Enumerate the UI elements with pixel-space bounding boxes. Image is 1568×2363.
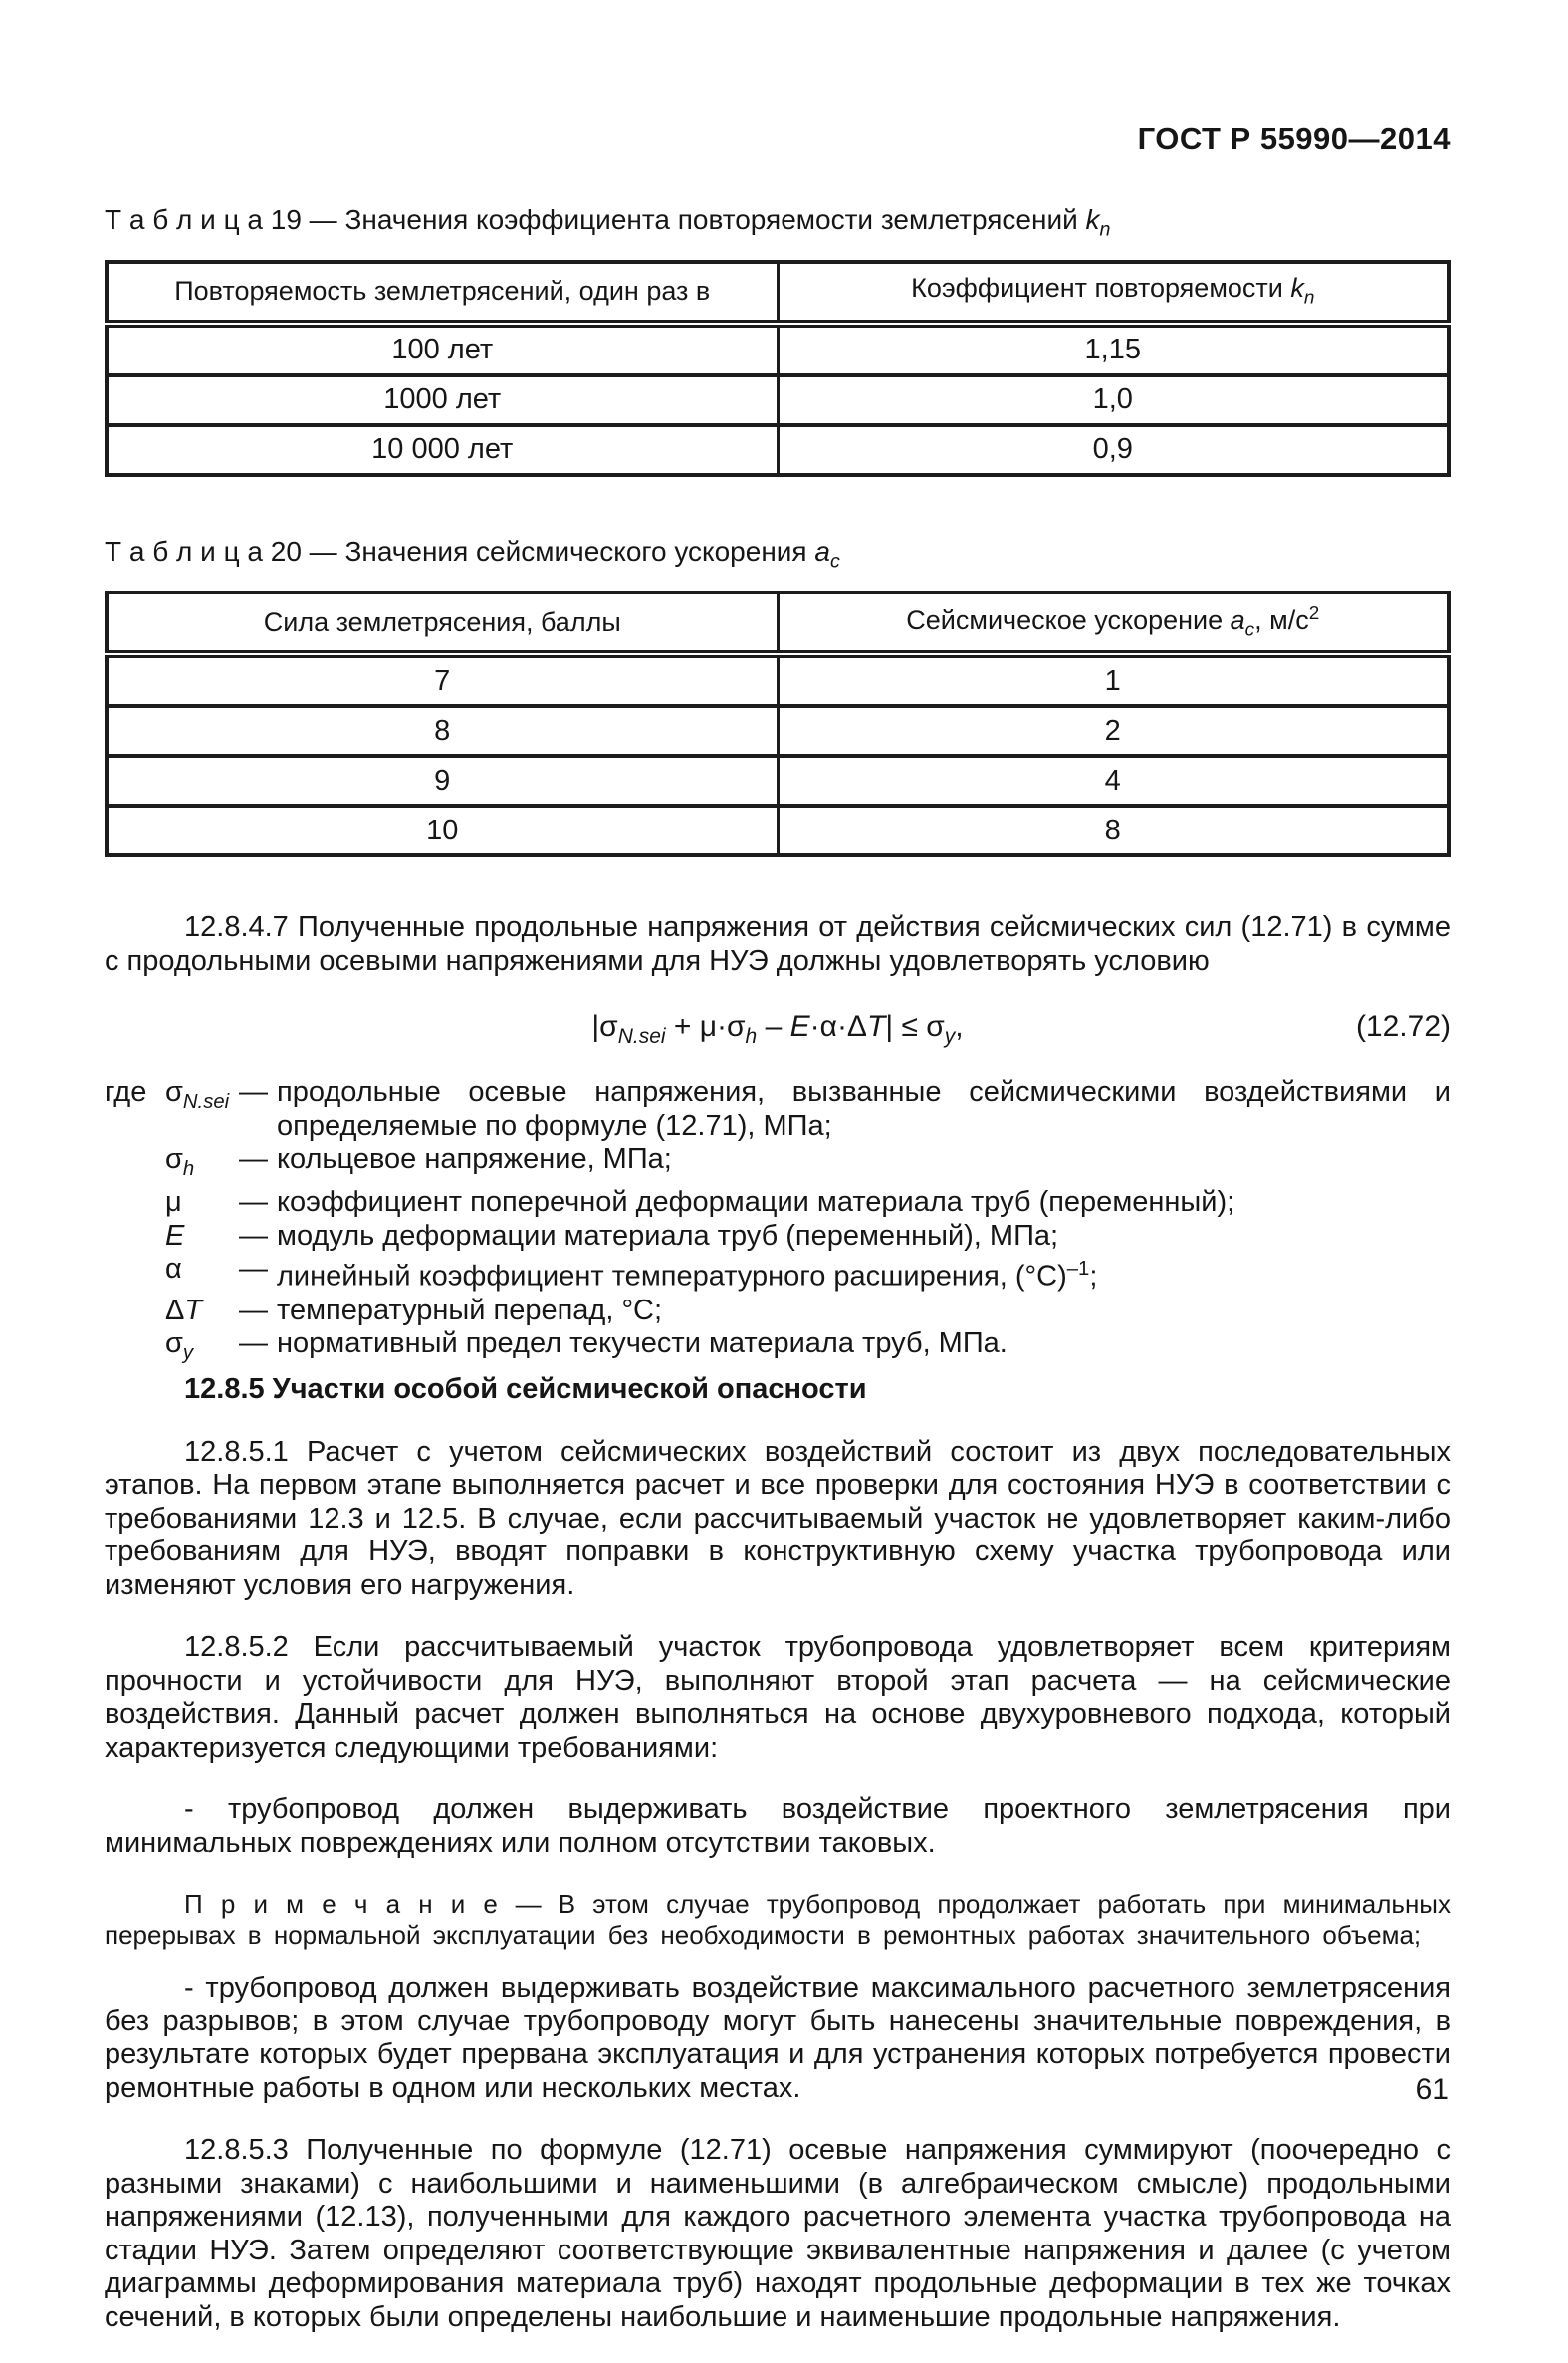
table-19-col2-header-symbol-sub: n [1303, 287, 1315, 309]
table-19-cell: 0,9 [778, 425, 1449, 475]
table-20-col2-header [778, 592, 1449, 654]
definition-symbol [105, 1253, 239, 1287]
table-20-caption-label: Т а б л и ц а 20 — [105, 535, 345, 567]
definition-dash: — [239, 1253, 268, 1286]
definition-row-delta-T [105, 1295, 1451, 1328]
list-item-max-earthquake: - трубопровод должен выдерживать воздействие максимального расчетного землетрясения без разрывов; в этом случае трубопроводу могут быть нанесены значительные повреждения, в результате которых будет прервана эксплуатация и для устранения которых потребуется провести ремонтные работы в одном или нескольких местах. [105, 1972, 1451, 2104]
table-20-col2-header-unit: , м/с [1254, 604, 1309, 635]
table-19-header-row [107, 262, 1449, 324]
symbol-E: E [165, 1219, 185, 1252]
symbol-sigma: σ [165, 1327, 183, 1360]
table-19-col2-header [778, 262, 1449, 324]
table-20 [105, 591, 1451, 857]
formula-part: | ≤ σ [885, 1010, 945, 1044]
table-19 [105, 260, 1451, 477]
symbol-sub: y [182, 1341, 194, 1364]
table-row [107, 706, 1449, 756]
table-19-caption-text: Значения коэффициента повторяемости землетрясений [344, 204, 1086, 235]
definition-text: модуль деформации материала труб (переменный), МПа; [277, 1219, 1059, 1252]
table-20-cell: 10 [107, 806, 778, 855]
table-19-col1-header: Повторяемость землетрясений, один раз в [107, 262, 778, 324]
table-20-caption-symbol-sub: c [829, 550, 840, 573]
table-20-col2-header-text: Сейсмическое ускорение [906, 604, 1231, 635]
table-20-header-row [107, 592, 1449, 654]
table-20-cell: 1 [778, 654, 1449, 706]
list-item-design-earthquake: - трубопровод должен выдерживать воздействие проектного землетрясения при минимальных повреждениях или полном отсутствии таковых. [105, 1793, 1451, 1859]
note-paragraph [105, 1889, 1451, 1951]
page-number: 61 [1415, 2073, 1449, 2106]
table-19-caption-symbol: k [1085, 204, 1100, 235]
formula-expression [591, 1010, 964, 1049]
formula-variable-E: E [789, 1010, 810, 1044]
definition-symbol [105, 1076, 239, 1119]
document-code-header: ГОСТ Р 55990—2014 [1137, 121, 1451, 156]
definition-symbol [105, 1186, 239, 1220]
formula-subscript: h [745, 1025, 758, 1049]
paragraph-12-8-5-3: 12.8.5.3 Полученные по формуле (12.71) осевые напряжения суммируют (поочередно с разными знаками) с наибольшими и наименьшими (в алгебраическом смысле) продольными напряжениями (12.13), полученными для каждого расчетного элемента участка трубопровода на стадии НУЭ. Затем определяют соответствующие эквивалентные напряжения и далее (с учетом диаграммы деформирования материала труб) находят продольные деформации в тех же точках сечений, в которых были определены наибольшие и наименьшие продольные напряжения. [105, 2134, 1451, 2333]
formula-variable-T: T [866, 1010, 886, 1044]
document-page [105, 0, 1451, 2363]
note-text: — В этом случае трубопровод продолжает работать при минимальных перерывах в нормальной эксплуатации без необходимости в ремонтных работах значительного объема; [105, 1889, 1451, 1951]
definition-text-pre: линейный коэффициент температурного расширения, (°С) [277, 1261, 1067, 1294]
formula-subscript: y [944, 1025, 956, 1049]
symbol-T: T [184, 1294, 203, 1326]
table-20-cell: 8 [778, 806, 1449, 855]
table-19-caption-symbol-sub: n [1099, 218, 1111, 241]
definition-row-alpha [105, 1253, 1451, 1294]
symbol-sub: N.sei [182, 1090, 230, 1113]
table-20-col2-header-symbol: a [1230, 604, 1245, 635]
symbol-sigma: σ [165, 1076, 183, 1109]
note-label: П р и м е ч а н и е [184, 1889, 499, 1920]
paragraph-12-8-5-2: 12.8.5.2 Если рассчитываемый участок трубопровода удовлетворяет всем критериям прочности и устойчивости для НУЭ, выполняют второй этап расчета — на сейсмические воздействия. Данный расчет должен выполняться на основе двухуровневого подхода, который характеризуется следующими требованиями: [105, 1631, 1451, 1764]
table-19-caption [105, 203, 1451, 247]
definition-text: кольцевое напряжение, МПа; [277, 1143, 672, 1176]
paragraph-12-8-5-1: 12.8.5.1 Расчет с учетом сейсмических воздействий состоит из двух последовательных этапов. На первом этапе выполняется расчет и все проверки для состояния НУЭ в соответствии с требованиями 12.3 и 12.5. В случае, если рассчитываемый участок не удовлетворяет каким-либо требованиям для НУЭ, вводят поправки в конструктивную схему участка трубопровода или изменяют условия его нагружения. [105, 1435, 1451, 1601]
table-19-cell: 1,0 [778, 375, 1449, 425]
symbol-alpha: α [165, 1253, 182, 1286]
table-row [107, 756, 1449, 806]
formula-12-72 [105, 1007, 1451, 1057]
table-20-cell: 9 [107, 756, 778, 806]
definition-text [277, 1253, 1451, 1294]
definition-dash: — [239, 1186, 268, 1219]
formula-part: |σ [591, 1010, 618, 1044]
definition-dash: — [239, 1076, 268, 1109]
table-20-caption-symbol: a [814, 535, 830, 567]
table-19-cell: 1,15 [778, 324, 1449, 375]
table-20-caption-text: Значения сейсмического ускорения [344, 535, 815, 567]
table-19-caption-label: Т а б л и ц а 19 — [105, 204, 345, 235]
table-20-col1-header: Сила землетрясения, баллы [107, 592, 778, 654]
formula-subscript: N.sei [617, 1025, 666, 1049]
formula-number: (12.72) [1355, 1010, 1451, 1044]
definition-text: температурный перепад, °С; [277, 1294, 663, 1326]
paragraph-12-8-4-7: 12.8.4.7 Полученные продольные напряжения от действия сейсмических сил (12.71) в сумме с продольными осевыми напряжениями для НУЭ должны удовлетворять условию [105, 911, 1451, 977]
table-row [107, 375, 1449, 425]
definition-symbol [105, 1295, 239, 1328]
table-20-col2-header-symbol-sub: c [1244, 619, 1255, 641]
table-19-cell: 1000 лет [107, 375, 778, 425]
table-20-caption [105, 535, 1451, 579]
table-row [107, 654, 1449, 706]
formula-part: ·α·Δ [809, 1010, 867, 1044]
subsection-heading-12-8-5: 12.8.5 Участки особой сейсмической опасности [184, 1373, 867, 1406]
definition-row-sigma-y [105, 1327, 1451, 1370]
definition-row-sigma-nsei [105, 1076, 1451, 1143]
definition-intro-word: где [105, 1076, 147, 1109]
table-20-cell: 2 [778, 706, 1449, 756]
symbol-delta: Δ [165, 1294, 185, 1326]
table-row [107, 806, 1449, 855]
formula-part: + μ·σ [665, 1010, 746, 1044]
table-20-col2-header-sup: 2 [1308, 602, 1320, 624]
definition-dash: — [239, 1294, 268, 1326]
definition-text-post: ; [1089, 1261, 1098, 1294]
definition-row-sigma-h [105, 1143, 1451, 1186]
definition-text: продольные осевые напряжения, вызванные сейсмическими воздействиями и определяемые по формуле (12.71), МПа; [277, 1076, 1451, 1142]
definition-superscript: –1 [1066, 1258, 1090, 1281]
table-20-cell: 4 [778, 756, 1449, 806]
table-19-col2-header-symbol: k [1290, 273, 1304, 304]
definition-text: коэффициент поперечной деформации материала труб (переменный); [277, 1186, 1235, 1219]
symbol-sigma: σ [165, 1143, 183, 1176]
definition-symbol [105, 1327, 239, 1370]
definition-text: нормативный предел текучести материала труб, МПа. [277, 1327, 1008, 1360]
symbol-mu: μ [165, 1186, 182, 1219]
table-19-col2-header-text: Коэффициент повторяемости [911, 273, 1291, 304]
definition-dash: — [239, 1327, 268, 1360]
table-20-cell: 7 [107, 654, 778, 706]
table-row [107, 324, 1449, 375]
table-19-cell: 10 000 лет [107, 425, 778, 475]
definition-dash: — [239, 1219, 268, 1252]
table-20-cell: 8 [107, 706, 778, 756]
definition-row-mu [105, 1186, 1451, 1220]
definition-symbol [105, 1220, 239, 1254]
formula-part: , [955, 1010, 964, 1044]
table-row [107, 425, 1449, 475]
definition-dash: — [239, 1143, 268, 1176]
definition-symbol [105, 1143, 239, 1186]
definition-row-E [105, 1220, 1451, 1254]
symbol-definitions [105, 1076, 1451, 1370]
table-19-cell: 100 лет [107, 324, 778, 375]
formula-part: – [757, 1010, 790, 1044]
symbol-sub: h [182, 1157, 195, 1180]
